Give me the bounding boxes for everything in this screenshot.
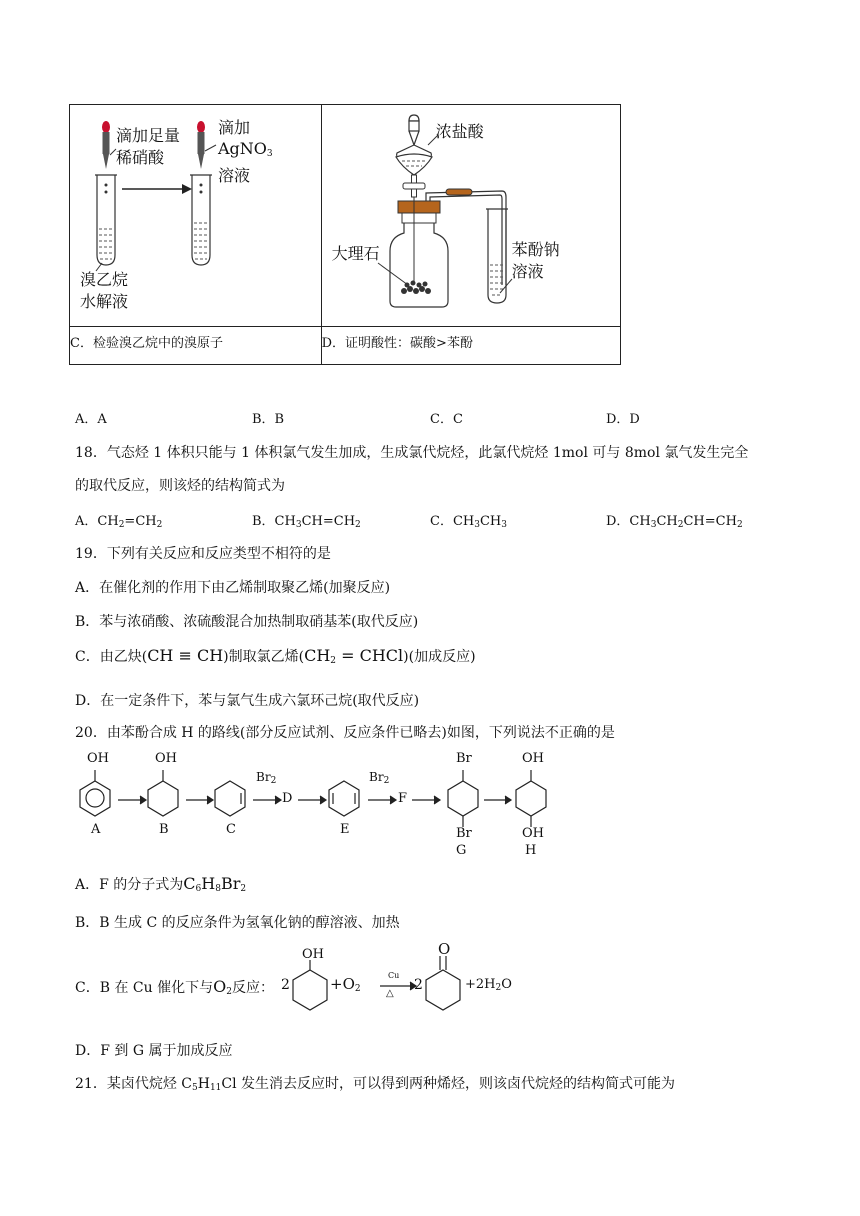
q20-option-d: D．F 到 G 属于加成反应 <box>75 1043 233 1059</box>
apparatus-d-caption: D．证明酸性：碳酸>苯酚 <box>321 327 620 365</box>
q20-option-a: A．F 的分子式为$C_6H_8Br_2$ <box>75 874 247 894</box>
q21-stem: 21．某卤代烷烃 $C_5H_{11}Cl$ 发生消去反应时，可以得到两种烯烃，则该卤代烷烃的结构简式可能为 <box>75 1076 676 1093</box>
apparatus-c-caption: C．检验溴乙烷中的溴原子 <box>70 327 322 365</box>
funnel-label: 浓盐酸 <box>435 122 484 141</box>
apparatus-d-figure <box>321 105 620 327</box>
dropper1-label: 滴加足量 稀硝酸 <box>116 126 181 167</box>
scheme-label-d: D <box>282 791 293 806</box>
scheme-br2-label-1: $Br_2$ <box>256 770 277 786</box>
tube-d-label: 苯酚钠 溶液 <box>511 240 560 281</box>
scheme-label-c: C <box>226 822 236 837</box>
eq-plus-water: $+2H_2O$ <box>465 977 512 993</box>
q19-option-b: B．苯与浓硝酸、浓硫酸混合加热制取硝基苯(取代反应) <box>75 614 419 630</box>
scheme-br2-label-2: $Br_2$ <box>369 770 390 786</box>
scheme-g-br-bottom: Br <box>456 826 472 841</box>
q19-option-c: C．由乙炔(CH ≡ CH)制取氯乙烯($CH_2$ = CHCl)(加成反应) <box>75 646 476 666</box>
scheme-g-br-top: Br <box>456 751 472 766</box>
scheme-h-oh-top: OH <box>522 751 544 766</box>
scheme-h-oh-bottom: OH <box>522 826 544 841</box>
eq-coefficient-1: 2 <box>281 977 290 993</box>
eq-plus-o2: $+O_2$ <box>330 975 361 994</box>
q18-stem-line1: 18．气态烃 1 体积只能与 1 体积氯气发生加成，生成氯代烷烃，此氯代烷烃 1mol 可与 8mol 氯气发生完全 <box>75 445 749 461</box>
eq-coefficient-2: 2 <box>414 977 423 993</box>
eq-oh: OH <box>302 947 324 962</box>
apparatus-table <box>69 104 621 365</box>
q19-option-a: A．在催化剂的作用下由乙烯制取聚乙烯(加聚反应) <box>75 580 391 596</box>
q17-option-c: C．C <box>430 412 463 427</box>
synthesis-route-scheme <box>70 748 590 863</box>
dropper2-label: 滴加 AgNO$_3$ 溶液 <box>218 118 273 185</box>
scheme-label-e: E <box>340 822 350 837</box>
scheme-label-b: B <box>159 822 169 837</box>
q20-option-b: B．B 生成 C 的反应条件为氢氧化钠的醇溶液、加热 <box>75 915 400 931</box>
q17-option-b: B．B <box>252 412 285 427</box>
flask-label: 大理石 <box>331 244 380 263</box>
eq-ketone-o: O <box>438 940 451 958</box>
q17-option-d: D．D <box>606 412 640 427</box>
q18-option-d: D．$CH_3CH_2CH=CH_2$ <box>606 514 743 530</box>
scheme-b-oh: OH <box>155 751 177 766</box>
q18-option-a: A．$CH_2=CH_2$ <box>75 514 163 530</box>
q18-option-b: B．$CH_3CH=CH_2$ <box>252 514 361 530</box>
eq-heat: △ <box>386 988 394 999</box>
scheme-label-g: G <box>456 843 467 858</box>
q20-option-c: C．B 在 Cu 催化下与$O_2$反应： <box>75 977 274 997</box>
q19-option-d: D．在一定条件下，苯与氯气生成六氯环己烷(取代反应) <box>75 693 420 709</box>
scheme-a-oh: OH <box>87 751 109 766</box>
eq-catalyst: Cu <box>388 971 400 980</box>
q18-stem-line2: 的取代反应，则该烃的结构简式为 <box>75 478 285 494</box>
scheme-label-a: A <box>91 822 101 837</box>
scheme-label-f: F <box>398 791 408 806</box>
apparatus-c-figure <box>70 105 322 327</box>
scheme-label-h: H <box>525 843 537 858</box>
q17-option-a: A．A <box>75 412 107 427</box>
tube1-label: 溴乙烷 水解液 <box>80 270 129 311</box>
q18-option-c: C．$CH_3CH_3$ <box>430 514 507 530</box>
q19-stem: 19．下列有关反应和反应类型不相符的是 <box>75 546 331 562</box>
q20-stem: 20．由苯酚合成 H 的路线(部分反应试剂、反应条件已略去)如图，下列说法不正确的是 <box>75 725 615 741</box>
